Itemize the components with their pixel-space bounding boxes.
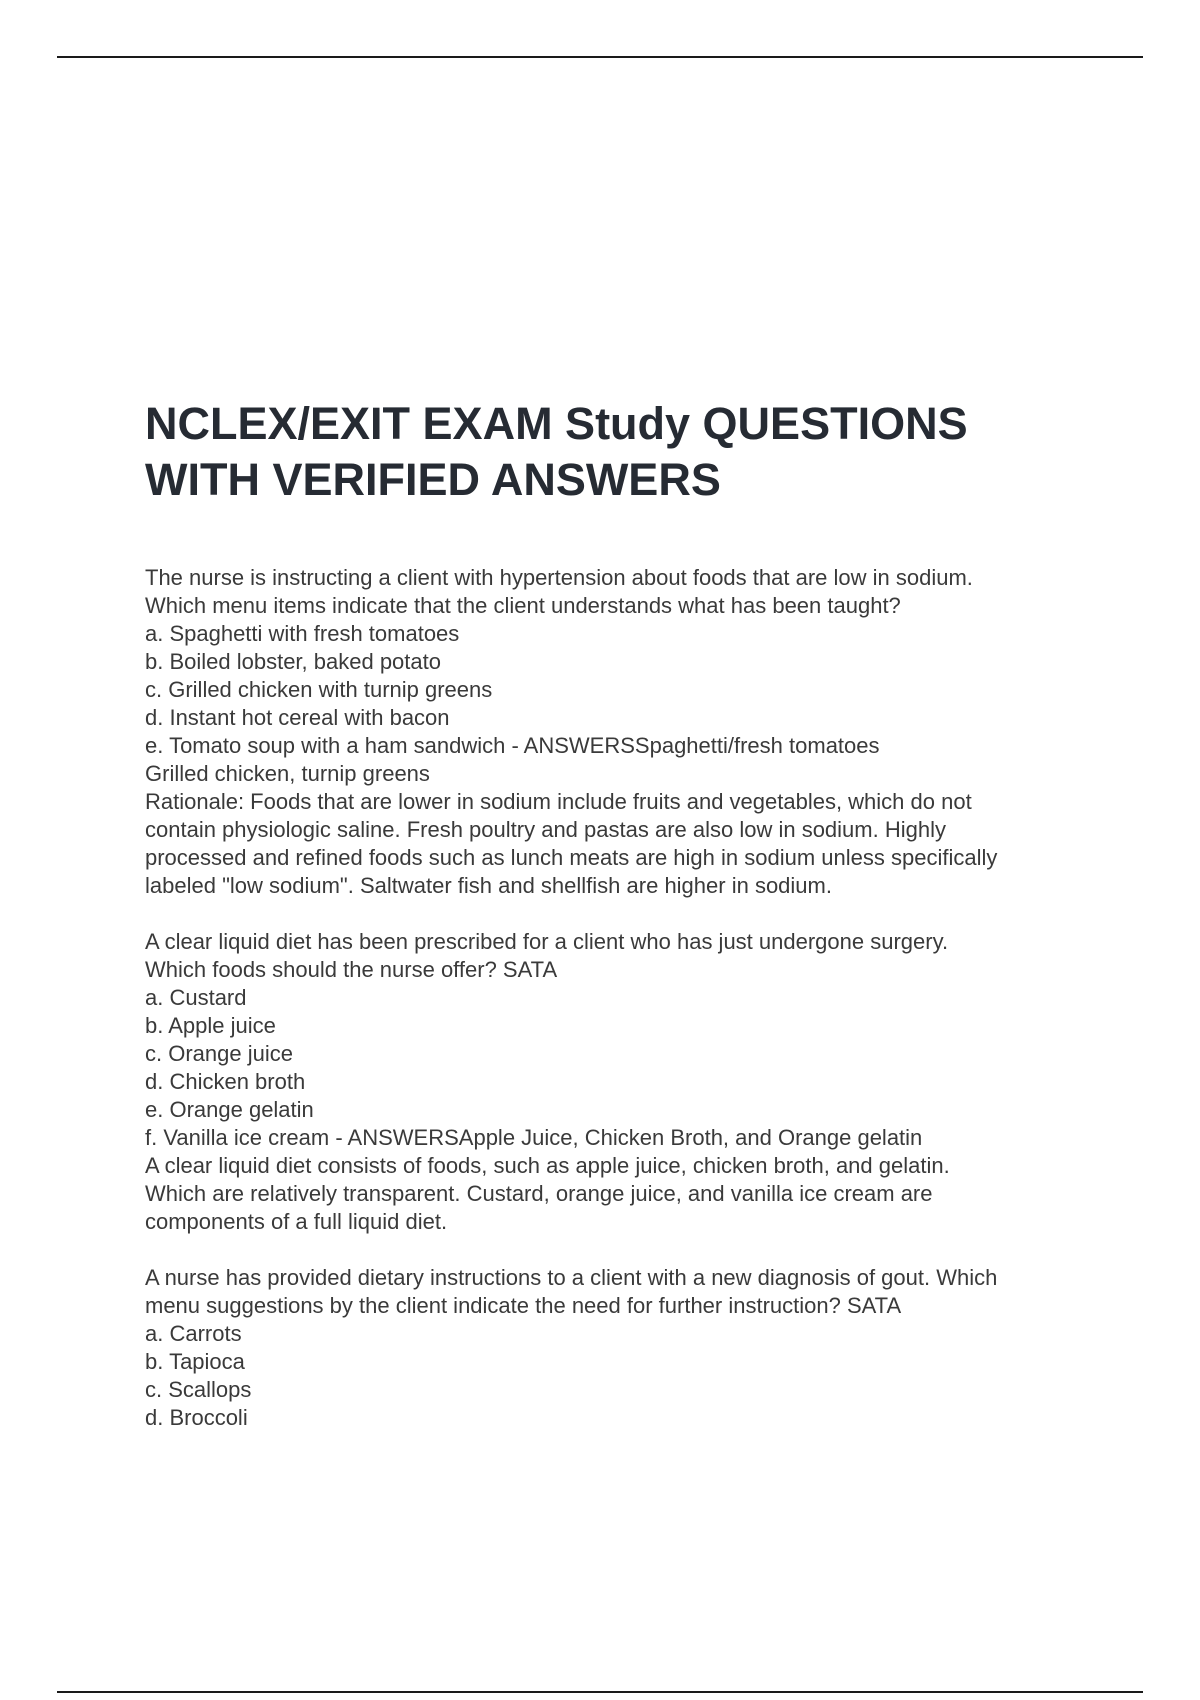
- question-2-option-f-answer: f. Vanilla ice cream - ANSWERSApple Juice, Chicken Broth, and Orange gelatin: [145, 1125, 923, 1150]
- question-2-rationale: Which are relatively transparent. Custard, orange juice, and vanilla ice cream are: [145, 1181, 933, 1206]
- question-block-2: [145, 928, 1085, 1236]
- question-2-option-d: d. Chicken broth: [145, 1069, 306, 1094]
- question-1-answer: Grilled chicken, turnip greens: [145, 761, 430, 786]
- document-title: [145, 396, 1085, 508]
- question-2-line: A clear liquid diet has been prescribed for a client who has just undergone surgery.: [145, 929, 949, 954]
- question-3-line: menu suggestions by the client indicate the need for further instruction? SATA: [145, 1293, 902, 1318]
- question-2-option-c: c. Orange juice: [145, 1041, 293, 1066]
- question-1-rationale: Rationale: Foods that are lower in sodium include fruits and vegetables, which do not: [145, 789, 972, 814]
- question-3-option-c: c. Scallops: [145, 1377, 252, 1402]
- question-1-rationale: labeled "low sodium". Saltwater fish and shellfish are higher in sodium.: [145, 873, 832, 898]
- title-line-1: NCLEX/EXIT EXAM Study QUESTIONS: [145, 398, 968, 449]
- question-1-line: The nurse is instructing a client with hypertension about foods that are low in sodium.: [145, 565, 973, 590]
- question-2-line: Which foods should the nurse offer? SATA: [145, 957, 558, 982]
- question-2-option-a: a. Custard: [145, 985, 247, 1010]
- title-line-2: WITH VERIFIED ANSWERS: [145, 454, 721, 505]
- question-1-option-b: b. Boiled lobster, baked potato: [145, 649, 441, 674]
- question-block-1: [145, 564, 1085, 900]
- question-2-option-b: b. Apple juice: [145, 1013, 276, 1038]
- question-list: [145, 564, 1085, 1432]
- question-2-option-e: e. Orange gelatin: [145, 1097, 314, 1122]
- document-body: [145, 396, 1085, 1460]
- question-2-rationale: A clear liquid diet consists of foods, such as apple juice, chicken broth, and gelatin.: [145, 1153, 950, 1178]
- question-1-option-d: d. Instant hot cereal with bacon: [145, 705, 450, 730]
- question-1-option-e-answer: e. Tomato soup with a ham sandwich - ANSWERSSpaghetti/fresh tomatoes: [145, 733, 880, 758]
- question-block-3: [145, 1264, 1085, 1432]
- question-1-rationale: contain physiologic saline. Fresh poultry and pastas are also low in sodium. Highly: [145, 817, 946, 842]
- bottom-rule: [57, 1691, 1143, 1693]
- question-3-option-b: b. Tapioca: [145, 1349, 245, 1374]
- question-1-rationale: processed and refined foods such as lunch meats are high in sodium unless specifically: [145, 845, 998, 870]
- question-1-option-c: c. Grilled chicken with turnip greens: [145, 677, 493, 702]
- question-3-option-d: d. Broccoli: [145, 1405, 248, 1430]
- question-2-rationale: components of a full liquid diet.: [145, 1209, 448, 1234]
- top-rule: [57, 56, 1143, 58]
- question-1-line: Which menu items indicate that the client understands what has been taught?: [145, 593, 901, 618]
- question-3-line: A nurse has provided dietary instructions to a client with a new diagnosis of gout. Which: [145, 1265, 998, 1290]
- question-3-option-a: a. Carrots: [145, 1321, 242, 1346]
- question-1-option-a: a. Spaghetti with fresh tomatoes: [145, 621, 460, 646]
